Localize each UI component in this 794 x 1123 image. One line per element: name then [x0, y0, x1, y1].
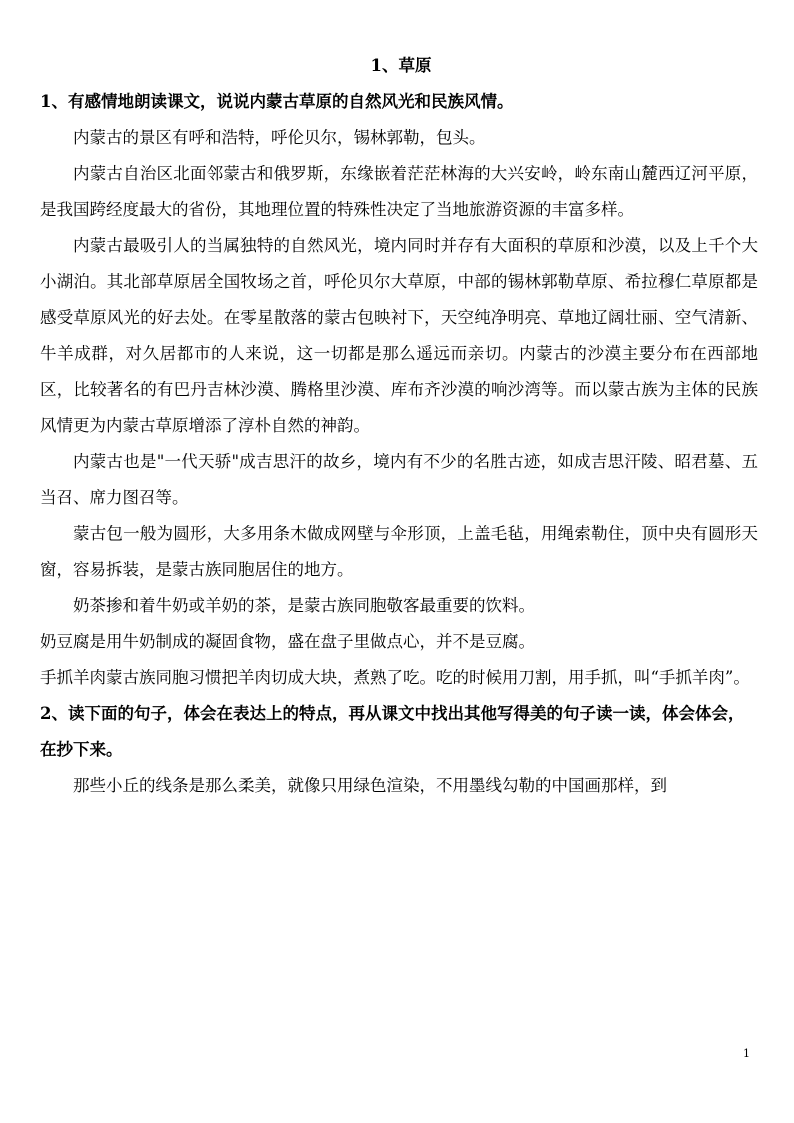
- paragraph: 内蒙古也是"一代天骄"成吉思汗的故乡，境内有不少的名胜古迹，如成吉思汗陵、昭君墓、五当召、席力图召等。: [40, 452, 758, 507]
- paragraph: 内蒙古的景区有呼和浩特，呼伦贝尔，锡林郭勒，包头。: [73, 128, 486, 147]
- page-number: 1: [743, 1047, 750, 1060]
- paragraph: 手抓羊肉蒙古族同胞习惯把羊肉切成大块，煮熟了吃。吃的时候用刀割，用手抓，叫“手抓羊肉”。: [40, 668, 750, 687]
- paragraph: 奶茶掺和着牛奶或羊奶的茶，是蒙古族同胞敬客最重要的饮料。: [73, 596, 535, 615]
- paragraph: 内蒙古自治区北面邻蒙古和俄罗斯，东缘嵌着茫茫林海的大兴安岭，岭东南山麓西辽河平原，是我国跨经度最大的省份，其地理位置的特殊性决定了当地旅游资源的丰富多样。: [40, 164, 758, 219]
- paragraph: 那些小丘的线条是那么柔美，就像只用绿色渲染，不用墨线勾勒的中国画那样，到: [73, 776, 667, 795]
- paragraph: 蒙古包一般为圆形，大多用条木做成网壁与伞形顶，上盖毛毡，用绳索勒住，顶中央有圆形天窗，容易拆装，是蒙古族同胞居住的地方。: [40, 524, 758, 579]
- document-title: 1、草原: [370, 56, 432, 75]
- paragraph: 内蒙古最吸引人的当属独特的自然风光，境内同时并存有大面积的草原和沙漠，以及上千个大小湖泊。其北部草原居全国牧场之首，呼伦贝尔大草原，中部的锡林郭勒草原、希拉穆仁草原都是感受草原风光的好去处。在零星散落的蒙古包映衬下，天空纯净明亮、草地辽阔壮丽、空气清新、牛羊成群，对久居都市的人来说，这一切都是那么遥远而亲切。内蒙古的沙漠主要分布在西部地区，比较著名的有巴丹吉林沙漠、腾格里沙漠、库布齐沙漠的响沙湾等。而以蒙古族为主体的民族风情更为内蒙古草原增添了淳朴自然的神韵。: [40, 236, 758, 435]
- section-2-heading: 2、读下面的句子，体会在表达上的特点，再从课文中找出其他写得美的句子读一读，体会体会，在抄下来。: [40, 704, 745, 759]
- section-1-heading: 1、有感情地朗读课文，说说内蒙古草原的自然风光和民族风情。: [40, 92, 514, 111]
- paragraph: 奶豆腐是用牛奶制成的凝固食物，盛在盘子里做点心，并不是豆腐。: [40, 632, 535, 651]
- document-page: [40, 48, 758, 804]
